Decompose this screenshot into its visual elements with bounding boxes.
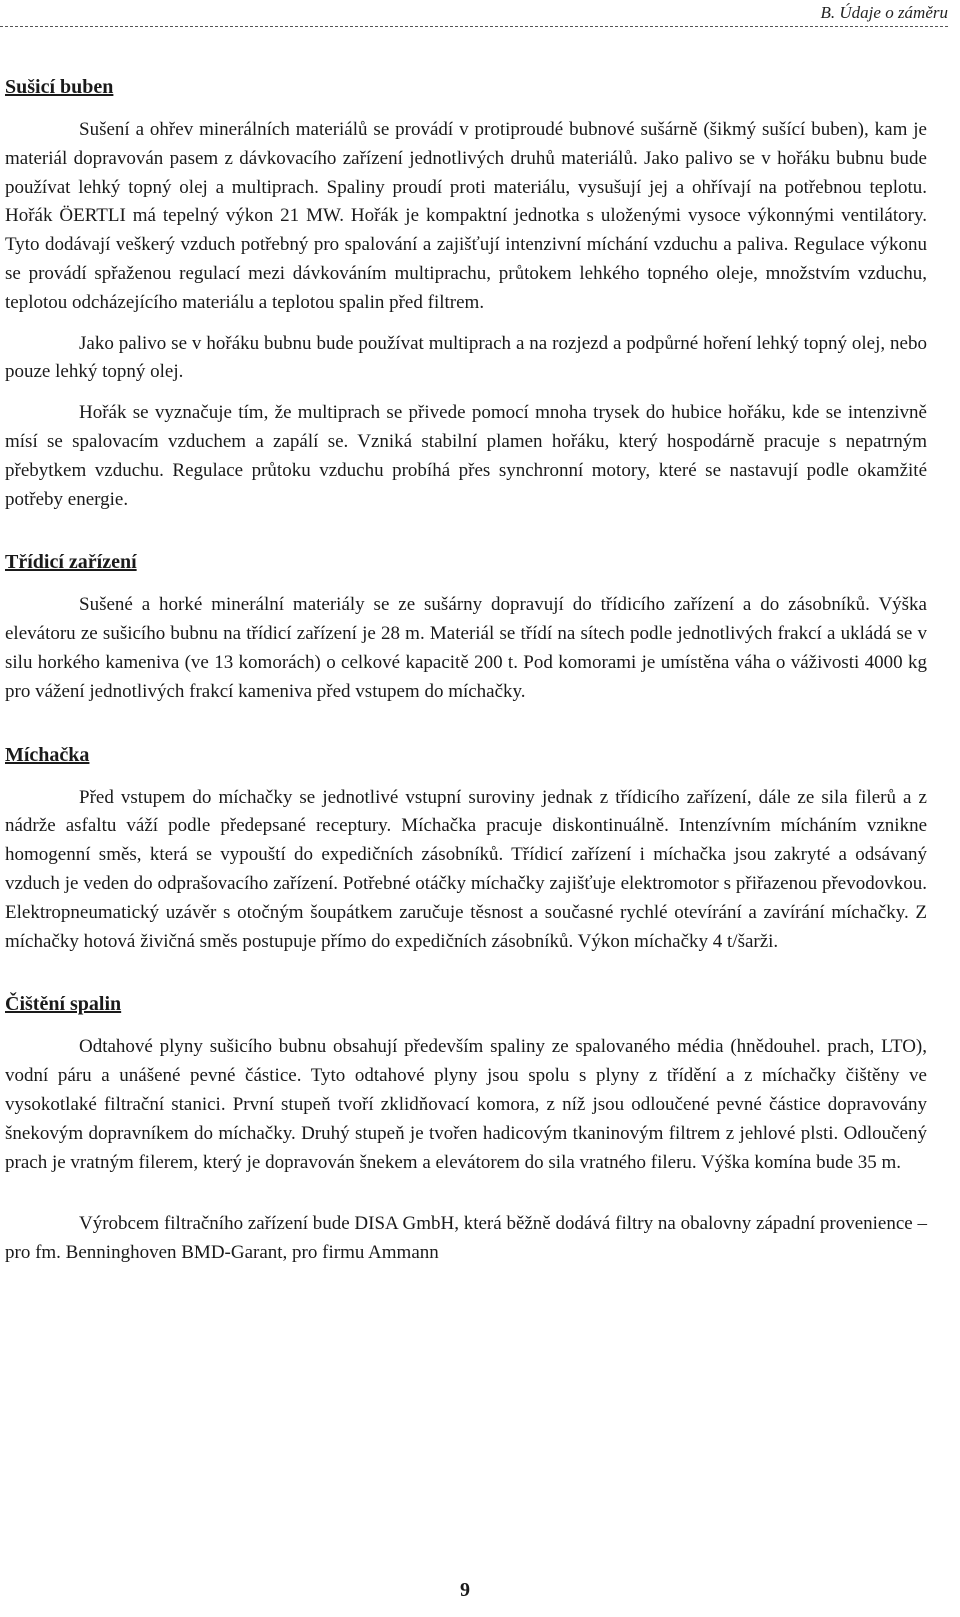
paragraph: Odtahové plyny sušicího bubnu obsahují především spaliny ze spalovaného média (hnědouhel. prach, LTO), vodní páru a unášené pevné částice. Tyto odtahové plyny jsou spolu s plyny z třídění a z míchačky čištěny ve vysokotlaké filtrační stanici. První stupeň tvoří zklidňovací komora, z níž jsou odloučené pevné částice dopravovány šnekovým dopravníkem do míchačky. Druhý stupeň je tvořen hadicovým tkaninovým filtrem z jehlové plsti. Odloučený prach je vratným filerem, který je dopravován šnekem a elevátorem do sila vratného fileru. Výška komína bude 35 m. [5, 1036, 927, 1173]
running-header [0, 0, 948, 34]
section-title-michacka: Míchačka [5, 743, 90, 766]
section-title-susici-buben: Sušicí buben [5, 76, 114, 98]
paragraph: Hořák se vyznačuje tím, že multiprach se přivede pomocí mnoha trysek do hubice hořáku, kde se intenzivně mísí se spalovacím vzduchem a zapálí se. Vzniká stabilní plamen hořáku, který hospodárně pracuje s nepatrným přebytkem vzduchu. Regulace průtoku vzduchu probíhá přes synchronní motory, které se nastavují podle okamžité potřeby energie. [5, 402, 927, 510]
running-header-title: B. Údaje o záměru [820, 3, 948, 22]
page-number: 9 [460, 1579, 470, 1601]
section-title-cisteni-spalin: Čištění spalin [5, 993, 122, 1016]
document-body [5, 72, 927, 1268]
section-title-tridici-zarizeni: Třídicí zařízení [5, 551, 137, 574]
header-dashed-rule [0, 26, 948, 27]
paragraph: Výrobcem filtračního zařízení bude DISA GmbH, která běžně dodává filtry na obalovny západní provenience – pro fm. Benninghoven BMD-Garant, pro firmu Ammann [5, 1213, 927, 1264]
paragraph: Jako palivo se v hořáku bubnu bude používat multiprach a na rozjezd a podpůrné hoření lehký topný olej, nebo pouze lehký topný olej. [5, 332, 927, 383]
paragraph: Sušené a horké minerální materiály se ze sušárny dopravují do třídicího zařízení a do zásobníků. Výška elevátoru ze sušicího bubnu na třídicí zařízení je 28 m. Materiál se třídí na sítech podle jednotlivých frakcí a ukládá se v silu horkého kameniva (ve 13 komorách) o celkové kapacitě 200 t. Pod komorami je umístěna váha o váživosti 4000 kg pro vážení jednotlivých frakcí kameniva před vstupem do míchačky. [5, 594, 927, 702]
paragraph: Před vstupem do míchačky se jednotlivé vstupní suroviny jednak z třídicího zařízení, dále ze sila filerů a z nádrže asfaltu váží podle předepsané receptury. Míchačka pracuje diskontinuálně. Intenzívním mícháním vznikne homogenní směs, která se vypouští do expedičních zásobníků. Třídicí zařízení i míchačka jsou zakryté a odsávaný vzduch je veden do odprašovacího zařízení. Potřebné otáčky míchačky zajišťuje elektromotor s přiřazenou převodovkou. Elektropneumatický uzávěr s otočným šoupátkem zaručuje těsnost a současné rychlé otevírání a zavírání míchačky. Z míchačky hotová živičná směs postupuje přímo do expedičních zásobníků. Výkon míchačky 4 t/šarži. [5, 786, 927, 952]
paragraph: Sušení a ohřev minerálních materiálů se provádí v protiproudé bubnové sušárně (šikmý sušící buben), kam je materiál dopravován pasem z dávkovacího zařízení jednotlivých druhů materiálů. Jako palivo se v hořáku bubnu bude používat lehký topný olej a multiprach. Spaliny proudí proti materiálu, vysušují jej a ohřívají na potřebnou teplotu. Hořák ÖERTLI má tepelný výkon 21 MW. Hořák je kompaktní jednotka s uloženými vysoce výkonnými ventilátory. Tyto dodávají veškerý vzduch potřebný pro spalování a zajišťují intenzivní míchání vzduchu a paliva. Regulace výkonu se provádí spřaženou regulací mezi dávkováním multiprachu, průtokem lehkého topného oleje, množstvím vzduchu, teplotou odcházejícího materiálu a teplotou spalin před filtrem. [5, 119, 927, 313]
